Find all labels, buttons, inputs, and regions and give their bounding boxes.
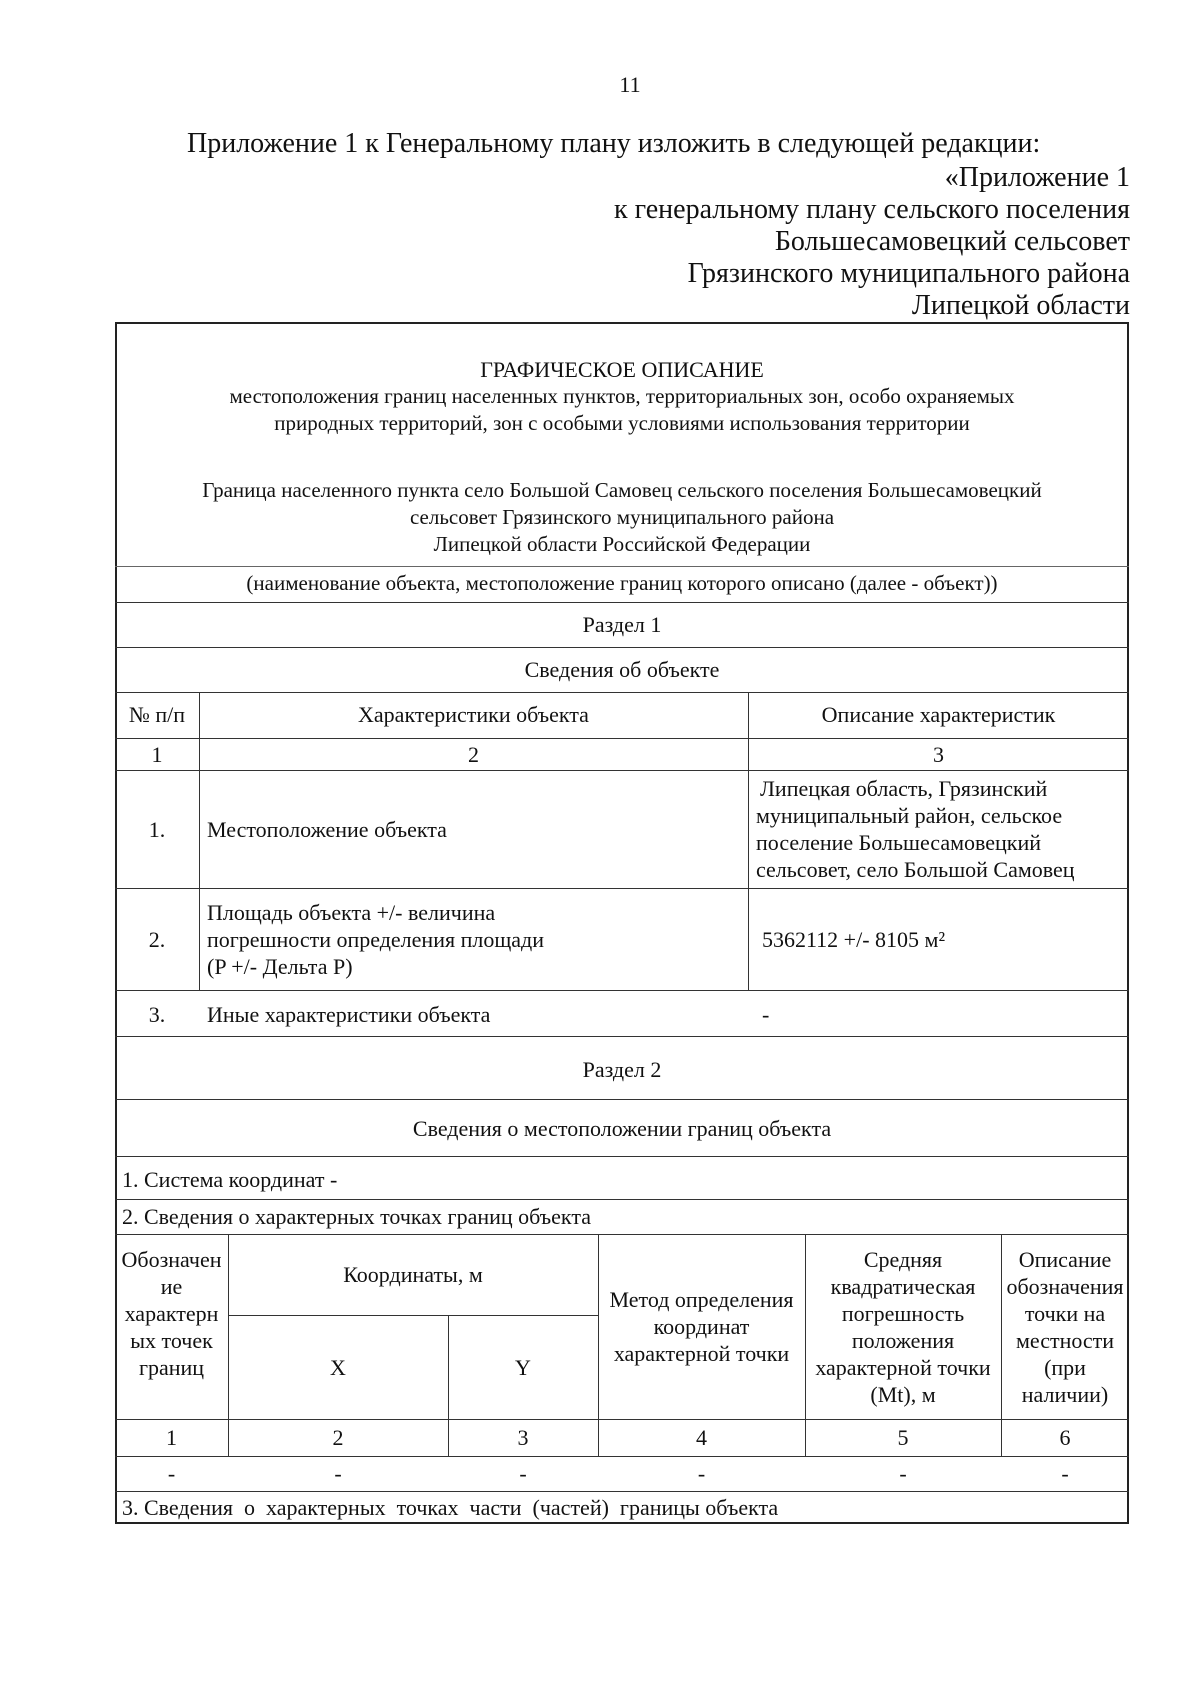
column-header-point-label: границ: [138, 1355, 205, 1380]
column-header-marking: точки на: [1024, 1301, 1106, 1326]
section-1-title: Сведения об объекте: [524, 657, 720, 682]
row-description: 5362112 +/- 8105 м²: [762, 927, 946, 952]
table-cell: -: [1061, 1461, 1069, 1486]
column-header-marking: обозначения: [1006, 1274, 1124, 1299]
row-description: Липецкая область, Грязинский: [760, 776, 1048, 801]
coordinate-system-line: 1. Система координат -: [122, 1167, 338, 1192]
table-cell: -: [167, 1461, 176, 1486]
appendix-line-1: «Приложение 1: [944, 162, 1130, 193]
description-subtitle-2: природных территорий, зон с особыми условиями использования территории: [274, 411, 970, 435]
row-description: -: [762, 1002, 770, 1027]
object-caption: (наименование объекта, местоположение границ которого описано (далее - объект)): [246, 571, 998, 595]
column-header-marking: местности: [1015, 1328, 1115, 1353]
column-header-error: погрешность: [841, 1301, 965, 1326]
column-header-characteristic: Характеристики объекта: [358, 702, 589, 727]
column-header-point-label: характерн: [124, 1301, 219, 1326]
column-header-method: координат: [653, 1314, 750, 1339]
column-header-error: квадратическая: [830, 1274, 976, 1299]
column-header-marking: наличии): [1021, 1382, 1109, 1407]
column-header-error: характерной точки: [815, 1355, 991, 1380]
object-name-line-3: Липецкой области Российской Федерации: [433, 532, 811, 556]
column-header-error: Средняя: [863, 1247, 943, 1272]
row-description: сельсовет, село Большой Самовец: [756, 857, 1075, 882]
rule: [115, 770, 1129, 771]
intro-line: Приложение 1 к Генеральному плану изложить в следующей редакции:: [187, 128, 1041, 159]
rule: [115, 1456, 1129, 1457]
column-header-point-label: ие: [160, 1274, 183, 1299]
page-number: 11: [619, 72, 641, 97]
column-header-error: (Mt), м: [870, 1382, 936, 1407]
section-2-label: Раздел 2: [582, 1057, 662, 1082]
object-name-line-2: сельсовет Грязинского муниципального района: [409, 505, 835, 529]
table-cell: -: [334, 1461, 342, 1486]
appendix-line-2: к генеральному плану сельского поселения: [614, 194, 1130, 225]
row-characteristic: Местоположение объекта: [207, 817, 447, 842]
row-number: 2.: [148, 927, 166, 952]
appendix-line-3: Большесамовецкий сельсовет: [774, 226, 1130, 257]
row-characteristic: Площадь объекта +/- величина: [207, 900, 496, 925]
column-header-description: Описание характеристик: [821, 702, 1056, 727]
rule: [115, 602, 1129, 603]
column-header-method: характерной точки: [613, 1341, 790, 1366]
column-header-x: X: [330, 1355, 346, 1380]
column-index: 4: [696, 1425, 707, 1450]
column-index: 2: [468, 742, 479, 767]
column-header-y: Y: [515, 1355, 531, 1380]
column-header-error: положения: [851, 1328, 955, 1353]
rule: [115, 1234, 1129, 1235]
section-2-title: Сведения о местоположении границ объекта: [412, 1116, 832, 1141]
boundary-points-heading: 2. Сведения о характерных точках границ объекта: [122, 1204, 591, 1229]
column-header-point-label: Обозначен: [121, 1247, 222, 1272]
column-header-method: Метод определения: [609, 1287, 794, 1312]
column-index: 6: [1059, 1425, 1071, 1450]
table-cell: -: [519, 1461, 527, 1486]
rule: [115, 1099, 1129, 1100]
section-1-label: Раздел 1: [582, 612, 662, 637]
column-header-number: № п/п: [128, 702, 186, 727]
rule: [115, 692, 1129, 693]
column-header-marking: Описание: [1018, 1247, 1112, 1272]
column-index: 1: [166, 1425, 177, 1450]
column-index: 3: [517, 1425, 529, 1450]
row-description: поселение Большесамовецкий: [756, 830, 1042, 855]
rule: [115, 1199, 1129, 1200]
rule: [115, 1491, 1129, 1492]
row-characteristic: (P +/- Дельта P): [207, 954, 353, 979]
part-boundary-heading: 3. Сведения о характерных точках части (частей) границы объекта: [122, 1495, 779, 1520]
column-index: 3: [933, 742, 944, 767]
rule: [115, 647, 1129, 648]
row-characteristic: погрешности определения площади: [207, 927, 545, 952]
caption-divider: [115, 566, 1129, 567]
rule: [228, 1315, 598, 1316]
rule: [199, 692, 200, 990]
rule: [115, 1156, 1129, 1157]
appendix-line-4: Грязинского муниципального района: [687, 258, 1130, 289]
rule: [748, 692, 749, 990]
column-header-marking: (при: [1044, 1355, 1086, 1380]
row-description: муниципальный район, сельское: [756, 803, 1063, 828]
column-index: 2: [332, 1425, 344, 1450]
row-number: 1.: [148, 817, 166, 842]
column-index: 5: [897, 1425, 909, 1450]
description-title: ГРАФИЧЕСКОЕ ОПИСАНИЕ: [480, 357, 764, 382]
rule: [115, 1419, 1129, 1420]
rule: [115, 990, 1129, 991]
row-number: 3.: [148, 1002, 166, 1027]
description-subtitle-1: местоположения границ населенных пунктов, территориальных зон, особо охраняемых: [229, 384, 1015, 408]
object-name-line-1: Граница населенного пункта село Большой Самовец сельского поселения Большесамовецкий: [202, 478, 1042, 502]
table-cell: -: [697, 1461, 706, 1486]
rule: [115, 1036, 1129, 1037]
rule: [115, 738, 1129, 739]
column-header-point-label: ых точек: [130, 1328, 213, 1353]
rule: [115, 888, 1129, 889]
column-header-coordinates: Координаты, м: [343, 1262, 483, 1287]
appendix-line-5: Липецкой области: [911, 290, 1130, 321]
table-cell: -: [899, 1461, 907, 1486]
column-index: 1: [151, 742, 163, 767]
row-characteristic: Иные характеристики объекта: [207, 1002, 491, 1027]
